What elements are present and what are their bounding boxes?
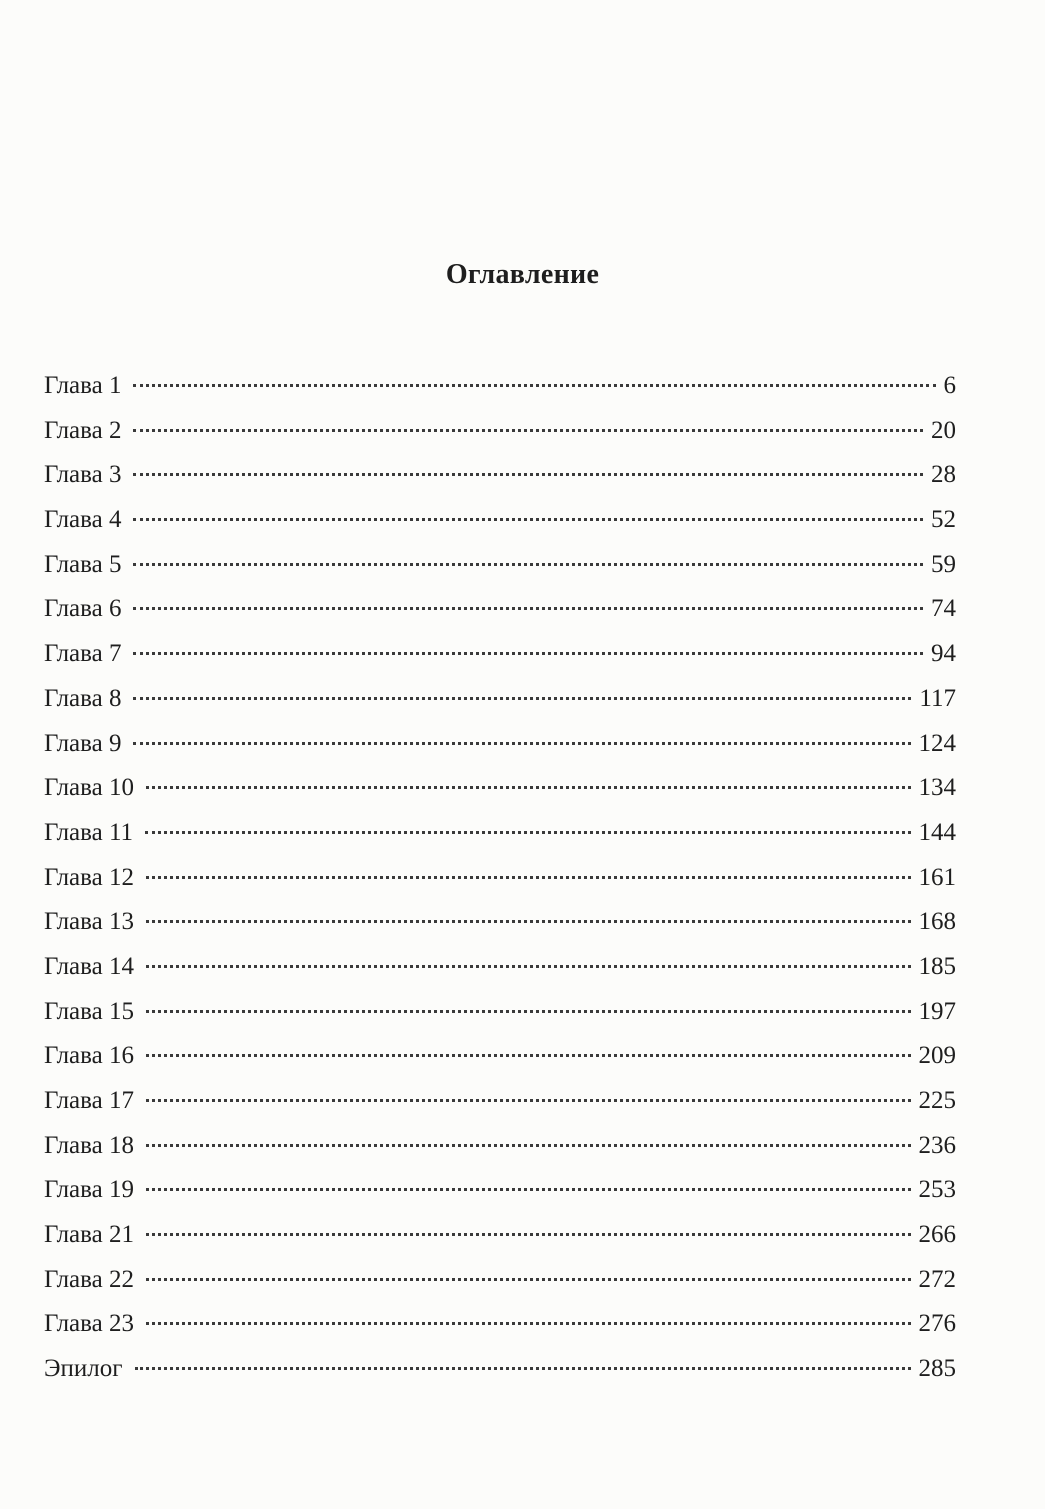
dot-leader — [146, 965, 911, 968]
toc-entry-page-number: 161 — [918, 863, 956, 891]
dot-leader — [146, 876, 911, 879]
dot-leader — [145, 831, 910, 834]
dot-leader — [146, 1054, 911, 1057]
dot-leader — [135, 1367, 911, 1370]
toc-entry-label: Глава 16 — [44, 1042, 134, 1070]
toc-entry-page-number: 28 — [931, 461, 956, 489]
dot-leader — [146, 1188, 911, 1191]
toc-entry-label: Глава 4 — [44, 506, 122, 534]
toc-entry-label: Глава 12 — [44, 863, 134, 891]
toc-entry — [44, 856, 956, 901]
toc-entry — [44, 900, 956, 945]
toc-entry-label: Глава 7 — [44, 640, 122, 668]
dot-leader — [133, 384, 935, 387]
toc-entry — [44, 722, 956, 767]
dot-leader — [146, 1099, 911, 1102]
toc-entry-label: Глава 11 — [44, 818, 134, 846]
toc-entry-label: Глава 14 — [44, 952, 134, 980]
toc-entry-page-number: 124 — [918, 729, 956, 757]
toc-entry — [44, 632, 956, 677]
toc-entry-label: Эпилог — [44, 1355, 123, 1383]
toc-entry — [44, 1034, 956, 1079]
dot-leader — [133, 473, 923, 476]
toc-entry — [44, 1079, 956, 1124]
dot-leader — [146, 786, 911, 789]
toc-entry-page-number: 168 — [918, 908, 956, 936]
toc-entry-label: Глава 10 — [44, 774, 134, 802]
dot-leader — [133, 652, 923, 655]
dot-leader — [146, 920, 911, 923]
toc-entry — [44, 1347, 956, 1392]
table-of-contents — [44, 364, 956, 1392]
toc-entry — [44, 587, 956, 632]
dot-leader — [133, 563, 923, 566]
toc-entry-page-number: 285 — [918, 1355, 956, 1383]
toc-entry-page-number: 276 — [918, 1310, 956, 1338]
toc-entry-label: Глава 9 — [44, 729, 122, 757]
toc-entry-page-number: 185 — [918, 952, 956, 980]
toc-entry-label: Глава 6 — [44, 595, 122, 623]
dot-leader — [133, 607, 923, 610]
toc-entry — [44, 364, 956, 409]
dot-leader — [146, 1278, 911, 1281]
toc-entry-label: Глава 5 — [44, 550, 122, 578]
dot-leader — [146, 1322, 911, 1325]
toc-entry-page-number: 272 — [918, 1265, 956, 1293]
toc-entry — [44, 498, 956, 543]
toc-entry-page-number: 6 — [943, 372, 956, 399]
dot-leader — [133, 742, 910, 745]
toc-entry-label: Глава 17 — [44, 1087, 134, 1114]
toc-entry — [44, 811, 956, 856]
toc-entry-page-number: 134 — [918, 774, 956, 802]
dot-leader — [146, 1010, 911, 1013]
toc-entry-label: Глава 3 — [44, 461, 122, 489]
toc-entry — [44, 453, 956, 498]
toc-entry-page-number: 236 — [918, 1131, 956, 1159]
toc-entry-label: Глава 19 — [44, 1176, 134, 1204]
toc-entry-label: Глава 2 — [44, 416, 122, 444]
toc-entry — [44, 945, 956, 990]
toc-entry-page-number: 94 — [931, 640, 956, 668]
toc-entry-page-number: 209 — [918, 1042, 956, 1070]
toc-entry-label: Глава 23 — [44, 1310, 134, 1338]
toc-entry — [44, 766, 956, 811]
dot-leader — [133, 518, 923, 521]
toc-entry-label: Глава 1 — [44, 372, 122, 399]
dot-leader — [133, 429, 923, 432]
toc-entry-page-number: 52 — [931, 506, 956, 534]
toc-entry — [44, 1168, 956, 1213]
toc-entry-label: Глава 8 — [44, 684, 122, 712]
dot-leader — [146, 1144, 911, 1147]
toc-entry-label: Глава 22 — [44, 1265, 134, 1293]
toc-entry — [44, 543, 956, 588]
page-title: Оглавление — [445, 258, 600, 290]
dot-leader — [146, 1233, 911, 1236]
toc-entry — [44, 1213, 956, 1258]
toc-entry-label: Глава 21 — [44, 1221, 134, 1249]
toc-entry-page-number: 20 — [931, 416, 956, 444]
toc-entry-page-number: 59 — [931, 550, 956, 578]
toc-entry-page-number: 117 — [919, 684, 956, 712]
toc-entry-label: Глава 15 — [44, 997, 134, 1025]
toc-entry-page-number: 74 — [931, 595, 956, 623]
toc-entry-page-number: 253 — [918, 1176, 956, 1204]
toc-entry — [44, 1124, 956, 1169]
toc-entry-page-number: 225 — [918, 1087, 956, 1114]
dot-leader — [133, 697, 911, 700]
toc-entry-page-number: 144 — [918, 818, 956, 846]
toc-entry-page-number: 266 — [918, 1221, 956, 1249]
toc-entry — [44, 990, 956, 1035]
toc-entry — [44, 1302, 956, 1347]
toc-entry-page-number: 197 — [918, 997, 956, 1025]
toc-entry — [44, 1258, 956, 1303]
toc-entry-label: Глава 18 — [44, 1131, 134, 1159]
toc-entry — [44, 677, 956, 722]
toc-entry-label: Глава 13 — [44, 908, 134, 936]
toc-entry — [44, 409, 956, 454]
